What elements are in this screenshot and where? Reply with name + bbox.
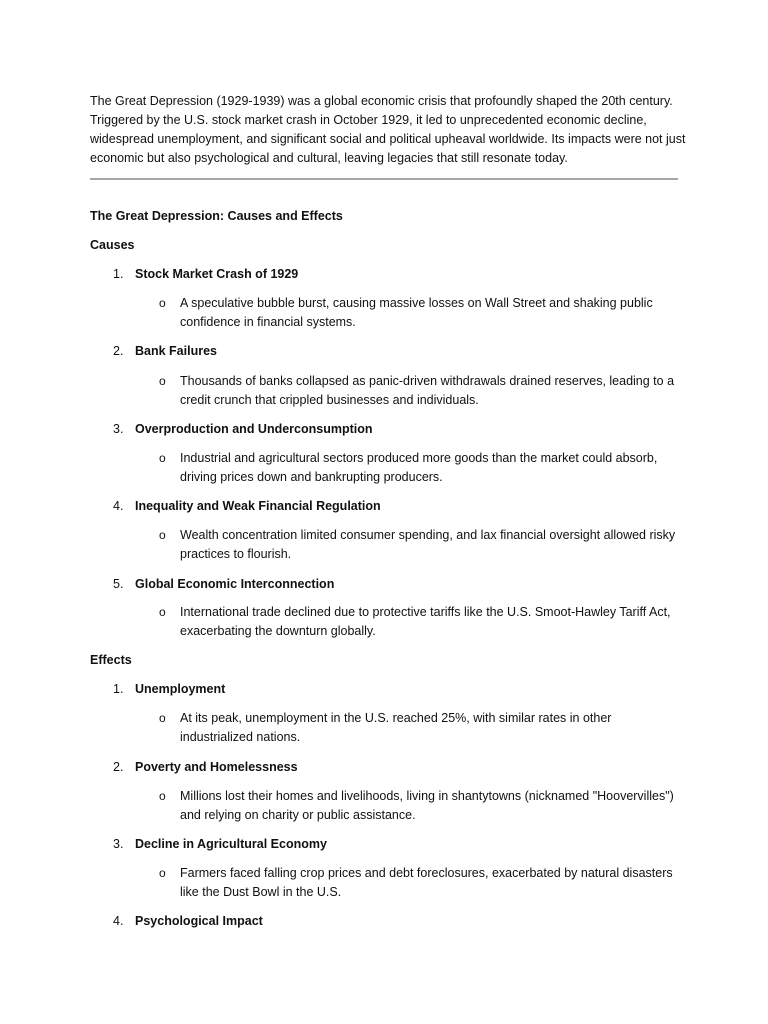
effect-4-title: Psychological Impact [135,914,263,928]
causes-heading: Causes [90,238,135,252]
cause-2-title: Bank Failures [135,344,217,358]
effect-1-number: 1. [113,682,124,696]
bullet-marker: o [159,374,166,388]
cause-5-title: Global Economic Interconnection [135,577,335,591]
effect-1-title: Unemployment [135,682,226,696]
effect-3-title: Decline in Agricultural Economy [135,837,327,851]
cause-2-detail: Thousands of banks collapsed as panic-driven withdrawals drained reserves, leading to a credit crunch that crippled businesses and individuals. [180,374,675,407]
cause-4-detail: Wealth concentration limited consumer spending, and lax financial oversight allowed risky practices to flourish. [180,528,676,561]
bullet-marker: o [159,605,166,619]
cause-2-number: 2. [113,344,124,358]
bullet-marker: o [159,866,166,880]
effect-2-number: 2. [113,760,124,774]
cause-3-title: Overproduction and Underconsumption [135,422,373,436]
cause-4-title: Inequality and Weak Financial Regulation [135,499,381,513]
bullet-marker: o [159,296,166,310]
cause-3-number: 3. [113,422,124,436]
cause-1-detail: A speculative bubble burst, causing massive losses on Wall Street and shaking public confidence in financial systems. [180,296,653,329]
effect-4-number: 4. [113,914,124,928]
horizontal-divider [90,178,678,180]
bullet-marker: o [159,711,166,725]
bullet-marker: o [159,451,166,465]
cause-3-detail: Industrial and agricultural sectors produced more goods than the market could absorb, driving prices down and bankrupting producers. [180,451,658,484]
effects-heading: Effects [90,653,132,667]
cause-4-number: 4. [113,499,124,513]
effect-3-detail: Farmers faced falling crop prices and debt foreclosures, exacerbated by natural disasters like the Dust Bowl in the U.S. [180,866,673,899]
cause-1-number: 1. [113,267,124,281]
intro-paragraph: The Great Depression (1929-1939) was a global economic crisis that profoundly shaped the 20th century. Triggered by the U.S. stock market crash in October 1929, it led to unprecedented economic decline, widespread unemployment, and significant social and political upheaval worldwide. Its impacts were not just economic but also psychological and cultural, leaving legacies that still resonate today. [90,94,686,165]
effect-2-detail: Millions lost their homes and livelihoods, living in shantytowns (nicknamed "Hoovervilles") and relying on charity or public assistance. [180,789,674,822]
effect-3-number: 3. [113,837,124,851]
document-title: The Great Depression: Causes and Effects [90,209,343,223]
cause-5-detail: International trade declined due to protective tariffs like the U.S. Smoot-Hawley Tariff Act, exacerbating the downturn globally. [180,605,671,638]
effect-1-detail: At its peak, unemployment in the U.S. reached 25%, with similar rates in other industrialized nations. [180,711,612,744]
cause-1-title: Stock Market Crash of 1929 [135,267,299,281]
bullet-marker: o [159,789,166,803]
cause-5-number: 5. [113,577,124,591]
effect-2-title: Poverty and Homelessness [135,760,298,774]
bullet-marker: o [159,528,166,542]
